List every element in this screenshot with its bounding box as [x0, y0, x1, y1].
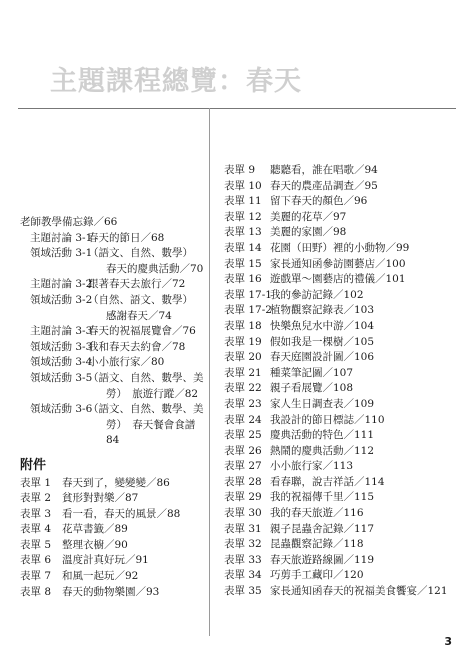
slash: ／ [322, 226, 333, 239]
entry-title: 我的參訪記錄 [270, 288, 333, 301]
entry-page: 119 [354, 553, 375, 566]
entry-label: 表單 22 [224, 382, 262, 395]
entry-title: 勞） 春天餐會食譜 [106, 418, 196, 431]
entry-page: 88 [167, 507, 181, 520]
slash: ／ [104, 523, 115, 536]
header-faint-title: 主題課程總覽：春天 [50, 66, 302, 97]
entry-title: 我的春天旅遊 [270, 507, 333, 520]
entry-page: 109 [354, 397, 375, 410]
entry-label: 領域活動 3-4 [30, 356, 93, 369]
entry-label: 表單 30 [224, 507, 262, 520]
entry-label: 表單 28 [224, 475, 262, 488]
slash: ／ [333, 569, 344, 582]
form-entry[interactable] [224, 241, 464, 257]
entry-label: 表單 8 [20, 585, 52, 598]
entry-label: 表單 24 [224, 413, 262, 426]
form-entry[interactable] [224, 397, 464, 413]
slash: ／ [156, 507, 167, 520]
entry-title: （語文、自然、數學、美 [88, 403, 204, 416]
entry-title: 看春聯，說吉祥話 [270, 475, 354, 488]
form-entry[interactable] [224, 319, 464, 335]
entry-label: 表單 29 [224, 491, 262, 504]
activity-list [20, 231, 206, 449]
entry-label: 表單 31 [224, 522, 262, 535]
form-entry[interactable] [224, 350, 464, 366]
form-entry[interactable] [224, 522, 464, 538]
entry-page: 76 [182, 325, 196, 338]
entry-title: 我和春天去約會 [88, 340, 162, 353]
entry-page: 93 [146, 585, 160, 598]
entry-page: 86 [156, 476, 170, 489]
entry-title: 聽聽看，誰在唱歌 [270, 164, 354, 176]
entry-page: 97 [333, 210, 347, 223]
entry-page: 91 [135, 554, 149, 567]
toc-entry[interactable] [20, 324, 206, 340]
entry-page: 98 [333, 226, 347, 239]
entry-title: 春天的農產品調查 [270, 179, 354, 192]
form-entry[interactable] [224, 413, 464, 429]
entry-label: 領域活動 3-1 [30, 247, 93, 260]
form-entry[interactable] [224, 288, 464, 304]
form-entry[interactable] [224, 553, 464, 569]
appendix-entry[interactable] [20, 553, 206, 569]
entry-label: 表單 13 [224, 226, 262, 239]
entry-page: 70 [190, 262, 204, 275]
entry-label: 表單 20 [224, 351, 262, 364]
slash: ／ [343, 351, 354, 364]
entry-label: 領域活動 3-6 [30, 403, 93, 416]
entry-page: 104 [354, 319, 375, 332]
entry-title: 春天庭園設計圖 [270, 351, 344, 364]
entry-label: 表單 4 [20, 523, 52, 536]
form-entry[interactable] [224, 490, 464, 506]
form-entry[interactable] [224, 444, 464, 460]
slash: ／ [343, 304, 354, 317]
toc-entry[interactable] [20, 340, 206, 356]
slash: ／ [343, 429, 354, 442]
entry-page: 100 [385, 257, 406, 270]
entry-page: 94 [364, 164, 378, 176]
entry-label: 表單 23 [224, 397, 262, 410]
entry-title: 我設計的節日標誌 [270, 413, 354, 426]
slash: ／ [333, 538, 344, 551]
toc-entry[interactable] [20, 231, 206, 247]
appendix-entry[interactable] [20, 522, 206, 538]
entry-page: 112 [354, 444, 375, 457]
toc-entry[interactable] [20, 246, 206, 262]
entry-page: 117 [354, 522, 375, 535]
slash: ／ [161, 278, 172, 291]
entry-title: 美麗的家園 [270, 226, 323, 239]
form-entry[interactable] [224, 225, 464, 241]
slash: ／ [172, 325, 183, 338]
entry-page: 101 [385, 273, 406, 286]
toc-entry[interactable] [20, 293, 206, 309]
entry-title: 春天的慶典活動 [106, 262, 180, 275]
appendix-title: 附件 [20, 457, 47, 473]
entry-title: 勞） 旅遊行蹤 [106, 387, 175, 400]
slash: ／ [343, 491, 354, 504]
entry-title: 巧剪手工藏印 [270, 569, 333, 582]
memo-entry[interactable] [20, 215, 206, 231]
entry-label: 表單 33 [224, 553, 262, 566]
appendix-entry[interactable] [20, 538, 206, 554]
entry-label: 表單 12 [224, 210, 262, 223]
slash: ／ [322, 382, 333, 395]
form-entry[interactable] [224, 475, 464, 491]
slash: ／ [375, 257, 386, 270]
entry-title: 春天到了，變變變 [62, 476, 146, 489]
header-rule [18, 108, 456, 109]
memo-page: 66 [104, 216, 118, 228]
form-entry[interactable] [224, 210, 464, 226]
entry-title: 感謝春天 [106, 309, 148, 322]
page-number: 3 [444, 635, 452, 648]
slash: ／ [161, 340, 172, 353]
entry-page: 95 [364, 179, 378, 192]
entry-title: 家長通知函春天的祝福美食饗宴 [270, 585, 417, 598]
entry-title: 溫度計真好玩 [62, 554, 125, 567]
form-entry[interactable] [224, 428, 464, 444]
column-divider [209, 108, 210, 636]
slash: ／ [322, 366, 333, 379]
entry-label: 表單 27 [224, 460, 262, 473]
entry-label: 表單 34 [224, 569, 262, 582]
slash: ／ [333, 288, 344, 301]
form-entry[interactable] [224, 537, 464, 553]
toc-entry[interactable] [20, 371, 206, 387]
entry-label: 表單 17-1 [224, 288, 272, 301]
entry-label: 主題討論 3-1 [30, 231, 93, 244]
entry-label: 領域活動 3-5 [30, 371, 93, 384]
entry-page: 102 [343, 288, 364, 301]
entry-page: 106 [354, 351, 375, 364]
entry-title: 留下春天的顏色 [270, 195, 344, 208]
slash: ／ [140, 356, 151, 369]
entry-page: 113 [333, 460, 354, 473]
entry-label: 表單 19 [224, 335, 262, 348]
form-entry[interactable] [224, 335, 464, 351]
entry-title: 春天的動物樂園 [62, 585, 136, 598]
form-entry[interactable] [224, 163, 464, 179]
entry-label: 表單 1 [20, 476, 52, 489]
entry-title: （語文、自然、數學、美 [88, 371, 204, 384]
entry-title: 慶典活動的特色 [270, 429, 344, 442]
entry-label: 表單 15 [224, 257, 262, 270]
entry-page: 103 [354, 304, 375, 317]
slash: ／ [385, 241, 396, 254]
entry-label: 表單 5 [20, 538, 52, 551]
entry-title: 看一看，春天的風景 [62, 507, 157, 520]
toc-entry[interactable] [20, 418, 206, 434]
appendix-entry[interactable] [20, 476, 206, 492]
slash: ／ [343, 397, 354, 410]
appendix-entry[interactable] [20, 507, 206, 523]
slash: ／ [135, 585, 146, 598]
slash: ／ [140, 231, 151, 244]
appendix-entry[interactable] [20, 569, 206, 585]
entry-title: 小小旅行家 [270, 460, 323, 473]
entry-title: 假如我是一棵樹 [270, 335, 344, 348]
slash: ／ [146, 476, 157, 489]
slash: ／ [148, 309, 159, 322]
form-entry[interactable] [224, 381, 464, 397]
entry-label: 表單 35 [224, 585, 262, 598]
entry-label: 表單 17-2 [224, 304, 272, 317]
form-entry[interactable] [224, 194, 464, 210]
entry-title: 熱鬧的慶典活動 [270, 444, 344, 457]
entry-title: 美麗的花草 [270, 210, 323, 223]
entry-page: 110 [364, 413, 385, 426]
toc-entry[interactable] [20, 387, 206, 403]
entry-label: 表單 7 [20, 570, 52, 583]
slash: ／ [343, 319, 354, 332]
entry-page: 96 [354, 195, 368, 208]
memo-title: 老師教學備忘錄 [20, 216, 94, 228]
entry-title: （語文、自然、數學） [88, 247, 193, 260]
entry-page: 92 [125, 570, 139, 583]
entry-label: 主題討論 3-3 [30, 325, 93, 338]
entry-title: 昆蟲觀察記錄 [270, 538, 333, 551]
slash: ／ [343, 195, 354, 208]
toc-entry[interactable] [20, 355, 206, 371]
entry-label: 領域活動 3-3 [30, 340, 93, 353]
slash: ／ [104, 538, 115, 551]
slash: ／ [354, 179, 365, 192]
entry-page: 72 [172, 278, 186, 291]
slash: ／ [343, 553, 354, 566]
entry-label: 表單 3 [20, 507, 52, 520]
appendix-entry[interactable] [20, 491, 206, 507]
slash: ／ [179, 262, 190, 275]
entry-label: 表單 14 [224, 241, 262, 254]
entry-page: 115 [354, 491, 375, 504]
entry-title: 跟著春天去旅行 [88, 278, 162, 291]
form-entry[interactable] [224, 303, 464, 319]
entry-page: 111 [354, 429, 375, 442]
slash: ／ [114, 492, 125, 505]
form-list [224, 163, 464, 600]
slash: ／ [354, 164, 365, 176]
entry-title: （自然、語文、數學） [88, 293, 193, 306]
entry-page: 82 [184, 387, 199, 400]
slash: ／ [174, 387, 185, 400]
slash: ／ [93, 216, 104, 228]
entry-label: 表單 16 [224, 273, 262, 286]
entry-page: 80 [151, 356, 165, 369]
entry-title: 84 [106, 434, 120, 447]
entry-title: 小小旅行家 [88, 356, 141, 369]
slash: ／ [125, 554, 136, 567]
entry-title: 花草書籤 [62, 523, 104, 536]
entry-label: 表單 25 [224, 429, 262, 442]
slash: ／ [417, 585, 428, 598]
entry-title: 春天的祝福展覽會 [88, 325, 172, 338]
entry-page: 90 [114, 538, 128, 551]
entry-page: 107 [333, 366, 354, 379]
entry-page: 99 [396, 241, 410, 254]
entry-title: 春天的節日 [88, 231, 141, 244]
entry-page: 118 [343, 538, 364, 551]
appendix-entry[interactable] [20, 585, 206, 601]
form-entry[interactable] [224, 257, 464, 273]
entry-title: 整理衣櫥 [62, 538, 104, 551]
entry-title: 快樂魚兒水中游 [270, 319, 344, 332]
entry-page: 78 [172, 340, 186, 353]
form-entry[interactable] [224, 272, 464, 288]
entry-page: 116 [343, 507, 364, 520]
slash: ／ [333, 507, 344, 520]
entry-page: 120 [343, 569, 364, 582]
slash: ／ [343, 335, 354, 348]
entry-title: 親子看展覽 [270, 382, 323, 395]
entry-title: 貧形對對樂 [62, 492, 115, 505]
entry-title: 家長通知函參訪園藝店 [270, 257, 375, 270]
form-entry[interactable] [224, 506, 464, 522]
entry-page: 68 [151, 231, 165, 244]
form-entry[interactable] [224, 459, 464, 475]
entry-label: 表單 2 [20, 492, 52, 505]
slash: ／ [322, 210, 333, 223]
entry-page: 74 [158, 309, 172, 322]
form-entry[interactable] [224, 366, 464, 382]
entry-page: 105 [354, 335, 375, 348]
entry-label: 表單 11 [224, 195, 262, 208]
entry-title: 春天旅遊路線圖 [270, 553, 344, 566]
toc-entry[interactable] [20, 277, 206, 293]
entry-page: 108 [333, 382, 354, 395]
slash: ／ [114, 570, 125, 583]
entry-title: 和風一起玩 [62, 570, 115, 583]
slash: ／ [354, 475, 365, 488]
toc-entry[interactable] [20, 262, 206, 278]
entry-page: 89 [114, 523, 128, 536]
toc-entry[interactable] [20, 433, 206, 449]
toc-entry[interactable] [20, 309, 206, 325]
entry-label: 表單 9 [224, 164, 256, 176]
entry-title: 遊戲單～園藝店的禮儀 [270, 273, 375, 286]
entry-label: 領域活動 3-2 [30, 293, 93, 306]
entry-title: 植物觀察記錄表 [270, 304, 344, 317]
entry-label: 表單 21 [224, 366, 262, 379]
entry-label: 表單 18 [224, 319, 262, 332]
slash: ／ [354, 413, 365, 426]
form-entry[interactable] [224, 568, 464, 584]
entry-title: 種菜筆記圖 [270, 366, 323, 379]
entry-title: 我的祝福傳千里 [270, 491, 344, 504]
slash: ／ [375, 273, 386, 286]
slash: ／ [343, 522, 354, 535]
toc-entry[interactable] [20, 402, 206, 418]
entry-label: 主題討論 3-2 [30, 278, 93, 291]
slash: ／ [322, 460, 333, 473]
entry-label: 表單 32 [224, 538, 262, 551]
toc-right-column [224, 163, 464, 600]
entry-page: 121 [427, 585, 448, 598]
entry-title: 家人生日調查表 [270, 397, 344, 410]
entry-label: 表單 10 [224, 179, 262, 192]
slash: ／ [343, 444, 354, 457]
entry-label: 表單 6 [20, 554, 52, 567]
entry-title: 花園（田野）裡的小動物 [270, 241, 386, 254]
appendix-list [20, 476, 206, 601]
entry-title: 親子昆蟲舍記錄 [270, 522, 344, 535]
form-entry[interactable] [224, 584, 464, 600]
form-entry[interactable] [224, 179, 464, 195]
entry-label: 表單 26 [224, 444, 262, 457]
entry-page: 87 [125, 492, 139, 505]
toc-left-column [20, 215, 206, 600]
entry-page: 114 [364, 475, 385, 488]
